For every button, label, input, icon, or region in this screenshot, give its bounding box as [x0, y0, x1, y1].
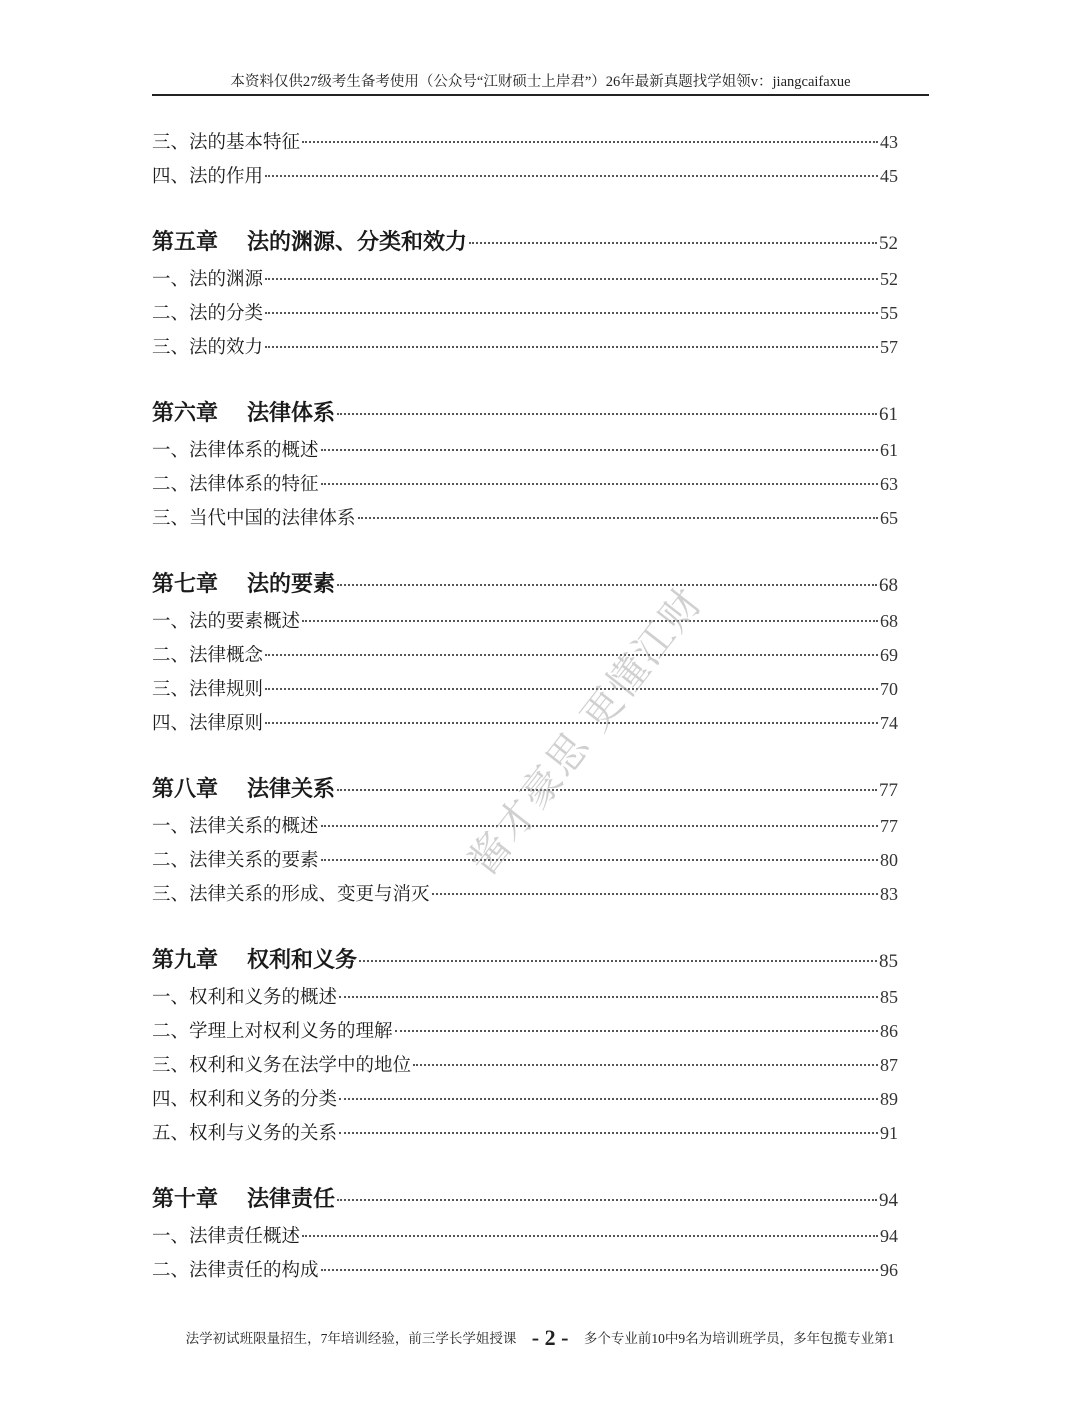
watermark: 酱才豪思 更懂江财 [459, 579, 713, 884]
toc-entry-row[interactable] [152, 262, 898, 296]
toc-section [152, 125, 898, 193]
dot-leader [302, 1234, 878, 1237]
entry-label: 一、法律关系的概述 [152, 816, 319, 837]
entry-page-number: 83 [880, 884, 898, 904]
entry-page-number: 89 [880, 1089, 898, 1109]
entry-page-number: 96 [880, 1260, 898, 1280]
page-number: - 2 - [531, 1325, 569, 1350]
toc-entry-row[interactable] [152, 330, 898, 364]
chapter-page-number: 85 [879, 951, 898, 972]
toc-entry-row[interactable] [152, 672, 898, 706]
entry-page-number: 85 [880, 987, 898, 1007]
toc-entry-row[interactable] [152, 296, 898, 330]
entry-label: 二、学理上对权利义务的理解 [152, 1021, 393, 1042]
entry-page-number: 55 [880, 303, 898, 323]
toc-entry-row[interactable] [152, 1048, 898, 1082]
toc-entry-row[interactable] [152, 1116, 898, 1150]
footer-left-text: 法学初试班限量招生，7年培训经验，前三学长学姐授课 [185, 1331, 517, 1346]
entry-label: 三、法律关系的形成、变更与消灭 [152, 884, 430, 905]
dot-leader [339, 1131, 878, 1134]
dot-leader [337, 412, 877, 415]
chapter-label [152, 222, 467, 262]
dot-leader [321, 1268, 878, 1271]
toc-entry-row[interactable] [152, 1082, 898, 1116]
chapter-title: 法律责任 [247, 1186, 336, 1212]
dot-leader [265, 174, 878, 177]
entry-label: 三、法律规则 [152, 679, 264, 700]
dot-leader [265, 345, 878, 348]
entry-page-number: 65 [880, 508, 898, 528]
chapter-number: 第九章 [152, 947, 219, 973]
toc-entry-row[interactable] [152, 604, 898, 638]
toc-entry-row[interactable] [152, 159, 898, 193]
toc-section [152, 940, 898, 1150]
dot-leader [359, 959, 877, 962]
entry-label: 二、法的分类 [152, 303, 264, 324]
dot-leader [302, 619, 878, 622]
entry-page-number: 57 [880, 337, 898, 357]
entry-label: 一、法律责任概述 [152, 1226, 301, 1247]
dot-leader [432, 892, 878, 895]
toc-entry-row[interactable] [152, 980, 898, 1014]
dot-leader [321, 858, 878, 861]
chapter-page-number: 68 [879, 575, 898, 596]
entry-page-number: 70 [880, 679, 898, 699]
dot-leader [339, 1097, 878, 1100]
toc-entry-row[interactable] [152, 1219, 898, 1253]
entry-label: 一、权利和义务的概述 [152, 987, 338, 1008]
dot-leader [339, 995, 878, 998]
chapter-label [152, 769, 335, 809]
chapter-number: 第五章 [152, 229, 219, 255]
dot-leader [337, 788, 877, 791]
entry-page-number: 94 [880, 1226, 898, 1246]
chapter-page-number: 52 [879, 233, 898, 254]
footer-right-text: 多个专业前10中9名为培训班学员，多年包揽专业第1 [583, 1331, 895, 1346]
entry-label: 一、法的要素概述 [152, 611, 301, 632]
entry-page-number: 63 [880, 474, 898, 494]
chapter-number: 第八章 [152, 776, 219, 802]
entry-label: 二、法律关系的要素 [152, 850, 319, 871]
entry-label: 四、法律原则 [152, 713, 264, 734]
entry-label: 一、法的渊源 [152, 269, 264, 290]
chapter-label [152, 564, 335, 604]
chapter-label [152, 940, 357, 980]
entry-label: 五、权利与义务的关系 [152, 1123, 338, 1144]
table-of-contents [152, 125, 898, 1316]
dot-leader [395, 1029, 878, 1032]
chapter-number: 第七章 [152, 571, 219, 597]
chapter-title: 法律关系 [247, 776, 336, 802]
entry-page-number: 74 [880, 713, 898, 733]
page-footer [0, 1325, 1080, 1355]
dot-leader [265, 311, 878, 314]
dot-leader [413, 1063, 878, 1066]
toc-chapter-row[interactable] [152, 564, 898, 604]
chapter-label [152, 393, 335, 433]
entry-page-number: 61 [880, 440, 898, 460]
dot-leader [302, 140, 878, 143]
entry-page-number: 87 [880, 1055, 898, 1075]
dot-leader [337, 583, 877, 586]
entry-label: 一、法律体系的概述 [152, 440, 319, 461]
dot-leader [265, 277, 878, 280]
entry-label: 四、权利和义务的分类 [152, 1089, 338, 1110]
toc-entry-row[interactable] [152, 877, 898, 911]
entry-page-number: 68 [880, 611, 898, 631]
entry-label: 三、法的效力 [152, 337, 264, 358]
entry-page-number: 43 [880, 132, 898, 152]
toc-chapter-row[interactable] [152, 940, 898, 980]
toc-entry-row[interactable] [152, 1014, 898, 1048]
entry-page-number: 77 [880, 816, 898, 836]
toc-entry-row[interactable] [152, 501, 898, 535]
entry-page-number: 80 [880, 850, 898, 870]
dot-leader [265, 687, 878, 690]
chapter-title: 法的要素 [247, 571, 336, 597]
chapter-number: 第十章 [152, 1186, 219, 1212]
entry-page-number: 69 [880, 645, 898, 665]
dot-leader [265, 653, 878, 656]
toc-section [152, 1179, 898, 1287]
entry-page-number: 52 [880, 269, 898, 289]
toc-entry-row[interactable] [152, 467, 898, 501]
dot-leader [469, 241, 877, 244]
entry-label: 二、法律概念 [152, 645, 264, 666]
dot-leader [321, 448, 878, 451]
entry-label: 二、法律体系的特征 [152, 474, 319, 495]
chapter-number: 第六章 [152, 400, 219, 426]
dot-leader [358, 516, 878, 519]
entry-page-number: 86 [880, 1021, 898, 1041]
dot-leader [321, 482, 878, 485]
chapter-title: 法律体系 [247, 400, 336, 426]
chapter-label [152, 1179, 335, 1219]
entry-label: 三、法的基本特征 [152, 132, 301, 153]
page-header [152, 70, 929, 96]
dot-leader [321, 824, 878, 827]
entry-label: 四、法的作用 [152, 166, 264, 187]
chapter-page-number: 61 [879, 404, 898, 425]
toc-chapter-row[interactable] [152, 222, 898, 262]
toc-section [152, 222, 898, 364]
toc-entry-row[interactable] [152, 1253, 898, 1287]
toc-chapter-row[interactable] [152, 1179, 898, 1219]
entry-label: 三、当代中国的法律体系 [152, 508, 356, 529]
chapter-title: 法的渊源、分类和效力 [247, 229, 468, 255]
entry-page-number: 91 [880, 1123, 898, 1143]
dot-leader [337, 1198, 877, 1201]
toc-entry-row[interactable] [152, 706, 898, 740]
toc-section [152, 564, 898, 740]
toc-section [152, 393, 898, 535]
toc-entry-row[interactable] [152, 125, 898, 159]
header-text: 本资料仅供27级考生备考使用（公众号“江财硕士上岸君”）26年最新真题找学姐领v：jiangcaifaxue [230, 74, 851, 90]
toc-chapter-row[interactable] [152, 393, 898, 433]
entry-label: 二、法律责任的构成 [152, 1260, 319, 1281]
entry-page-number: 45 [880, 166, 898, 186]
chapter-page-number: 77 [879, 780, 898, 801]
entry-label: 三、权利和义务在法学中的地位 [152, 1055, 412, 1076]
toc-entry-row[interactable] [152, 638, 898, 672]
chapter-page-number: 94 [879, 1190, 898, 1211]
chapter-title: 权利和义务 [247, 947, 358, 973]
toc-entry-row[interactable] [152, 433, 898, 467]
